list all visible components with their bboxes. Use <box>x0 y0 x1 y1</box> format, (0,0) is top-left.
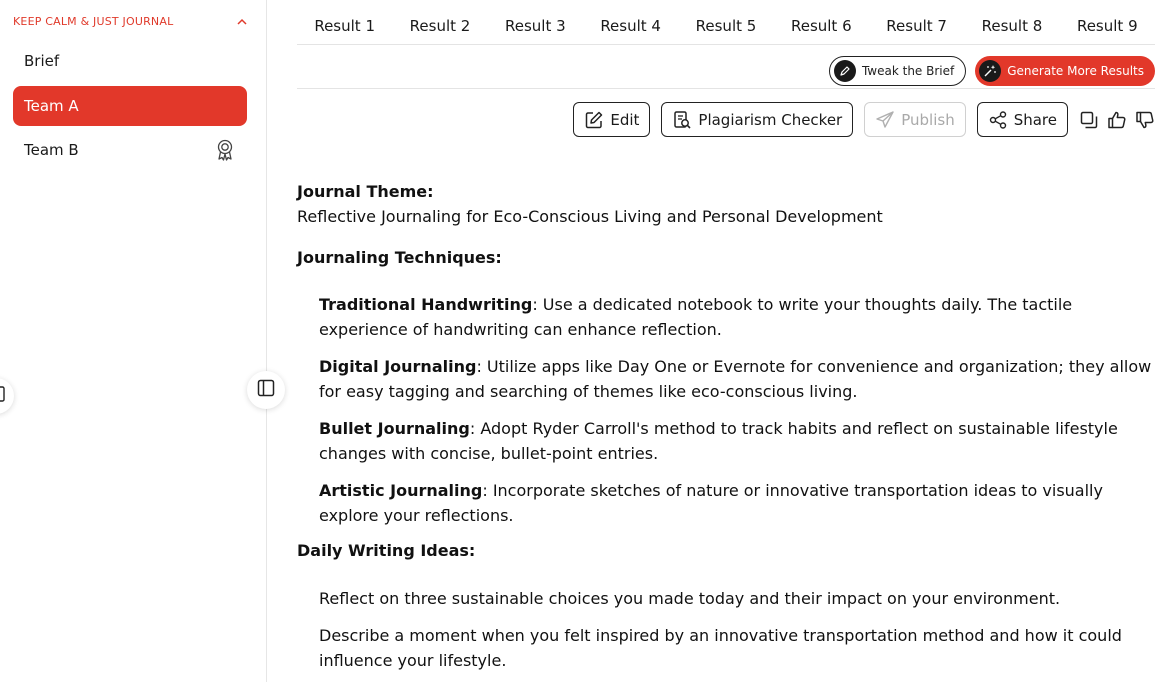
tab-result-1[interactable]: Result 1 <box>314 17 375 35</box>
techniques-heading: Journaling Techniques: <box>297 248 502 267</box>
thumbs-down-icon[interactable] <box>1135 110 1155 130</box>
list-item <box>297 478 1155 528</box>
expand-panel-button[interactable] <box>0 378 14 414</box>
list-item <box>297 292 1155 342</box>
technique-text: : Utilize apps like Day One or Evernote for convenience and organization; they allow for easy tagging and searching of themes like eco-conscious living. <box>319 357 1152 401</box>
tab-result-7[interactable]: Result 7 <box>886 17 947 35</box>
technique-title: Digital Journaling <box>319 357 477 376</box>
copy-icon[interactable] <box>1079 110 1099 130</box>
chevron-up-icon[interactable] <box>235 14 249 28</box>
divider <box>297 88 1155 89</box>
generate-more-button[interactable] <box>975 56 1155 86</box>
sidebar-toggle-icon <box>257 379 275 401</box>
result-tabs <box>297 8 1155 45</box>
panel-icon <box>0 386 6 406</box>
generate-more-label: Generate More Results <box>1007 63 1144 78</box>
brief-actions <box>829 55 1155 86</box>
plagiarism-checker-label: Plagiarism Checker <box>698 110 843 129</box>
share-label: Share <box>1013 110 1057 129</box>
share-button[interactable] <box>977 102 1068 137</box>
technique-text: : Adopt Ryder Carroll's method to track habits and reflect on sustainable lifestyle changes with concise, bullet-point entries. <box>319 419 1118 463</box>
sidebar-item-label: Team A <box>24 97 79 115</box>
result-content <box>297 180 1155 682</box>
sidebar-header[interactable] <box>13 12 249 30</box>
collapse-sidebar-button[interactable] <box>247 371 285 409</box>
technique-text: : Use a dedicated notebook to write your thoughts daily. The tactile experience of handwriting can enhance reflection. <box>319 295 1073 339</box>
publish-label: Publish <box>901 110 955 129</box>
edit-label: Edit <box>610 110 640 129</box>
share-icon <box>988 110 1008 130</box>
sidebar-item-label: Team B <box>24 141 79 159</box>
sidebar-item-label: Brief <box>24 52 60 70</box>
tab-result-5[interactable]: Result 5 <box>695 17 757 35</box>
edit-icon <box>584 110 604 130</box>
list-item <box>297 416 1155 466</box>
tab-result-9[interactable]: Result 9 <box>1076 17 1138 35</box>
tweak-brief-button[interactable] <box>829 56 966 86</box>
sidebar-item-team-a[interactable] <box>13 86 247 126</box>
tweak-brief-label: Tweak the Brief <box>861 63 955 78</box>
tab-result-3[interactable]: Result 3 <box>504 17 566 35</box>
sidebar <box>0 0 267 682</box>
sidebar-item-brief[interactable] <box>13 41 247 81</box>
edit-button[interactable] <box>573 102 650 137</box>
main-panel <box>297 0 1155 682</box>
sidebar-title: KEEP CALM & JUST JOURNAL <box>13 14 174 28</box>
theme-text: Reflective Journaling for Eco-Conscious Living and Personal Development <box>297 207 883 226</box>
technique-title: Artistic Journaling <box>319 481 483 500</box>
ideas-heading: Daily Writing Ideas: <box>297 541 476 560</box>
tab-result-4[interactable]: Result 4 <box>600 17 661 35</box>
techniques-list <box>297 292 1155 528</box>
thumbs-up-icon[interactable] <box>1107 110 1127 130</box>
list-item: Describe a moment when you felt inspired by an innovative transportation method and how it could influence your lifestyle. <box>319 626 1122 670</box>
send-icon <box>875 110 895 130</box>
list-item: Reflect on three sustainable choices you made today and their impact on your environment. <box>319 589 1061 608</box>
tab-result-8[interactable]: Result 8 <box>981 17 1043 35</box>
sparkle-wand-icon <box>979 60 1001 82</box>
ideas-list <box>297 586 1155 673</box>
document-check-icon <box>672 110 692 130</box>
publish-button[interactable] <box>864 102 965 137</box>
technique-text: : Incorporate sketches of nature or innovative transportation ideas to visually explore your reflections. <box>319 481 1103 525</box>
result-toolbar <box>573 102 1155 137</box>
list-item <box>297 354 1155 404</box>
tab-result-2[interactable]: Result 2 <box>409 17 471 35</box>
sidebar-item-team-b[interactable] <box>13 130 247 170</box>
technique-title: Traditional Handwriting <box>319 295 533 314</box>
technique-title: Bullet Journaling <box>319 419 470 438</box>
award-icon <box>214 139 236 161</box>
pencil-icon <box>834 60 856 82</box>
tab-result-6[interactable]: Result 6 <box>790 17 852 35</box>
plagiarism-checker-button[interactable] <box>661 102 853 137</box>
theme-heading: Journal Theme: <box>297 182 434 201</box>
